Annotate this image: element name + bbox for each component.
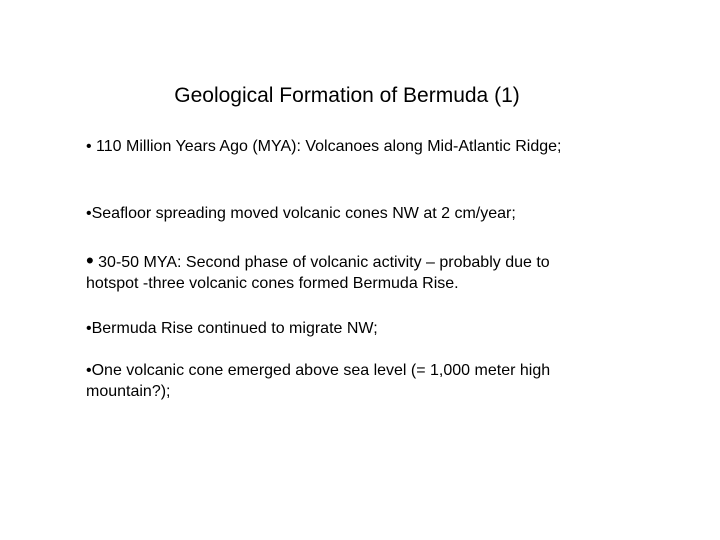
bullet-text: Bermuda Rise continued to migrate NW; <box>91 320 378 337</box>
bullet-item <box>86 136 596 157</box>
bullet-item <box>86 360 596 402</box>
bullet-text: Seafloor spreading moved volcanic cones NW at 2 cm/year; <box>91 205 516 222</box>
bullet-item <box>86 318 596 339</box>
bullet-marker: • <box>86 248 94 273</box>
bullet-marker: • <box>86 362 92 379</box>
bullet-marker: • <box>86 320 92 337</box>
bullet-text: 30-50 MYA: Second phase of volcanic activity – probably due to hotspot -three volcanic cones formed Bermuda Rise. <box>86 254 550 292</box>
bullet-marker: • <box>86 138 92 155</box>
bullet-marker: • <box>86 205 92 222</box>
bullet-text: One volcanic cone emerged above sea level (= 1,000 meter high mountain?); <box>86 362 551 400</box>
slide-title: Geological Formation of Bermuda (1) <box>174 84 520 107</box>
bullet-text: 110 Million Years Ago (MYA): Volcanoes along Mid-Atlantic Ridge; <box>91 138 562 155</box>
bullet-item <box>86 203 596 224</box>
bullet-item <box>86 250 596 294</box>
